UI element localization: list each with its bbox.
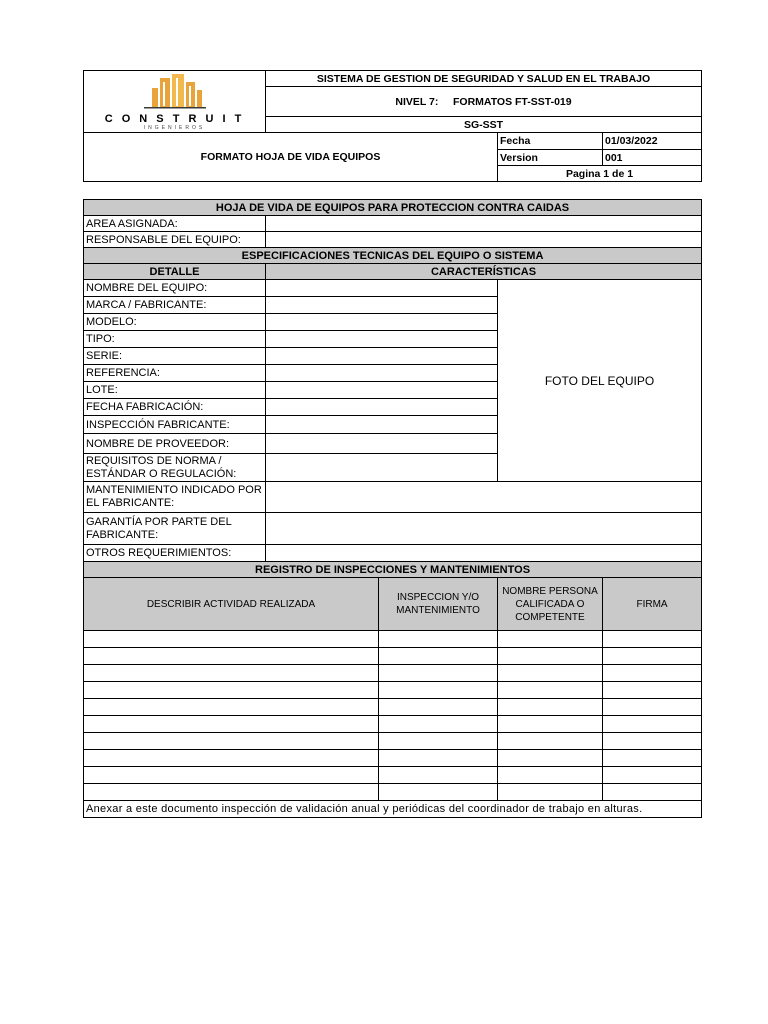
inspeccion-cell[interactable]: [379, 733, 498, 750]
spec-field[interactable]: [266, 382, 498, 399]
table-row: [84, 648, 702, 665]
persona-cell[interactable]: [498, 699, 603, 716]
spec-label: MODELO:: [84, 314, 266, 331]
inspeccion-cell[interactable]: [379, 631, 498, 648]
level-label: NIVEL 7:: [395, 95, 439, 108]
spec-field[interactable]: [266, 416, 498, 434]
firma-cell[interactable]: [603, 784, 702, 801]
firma-cell[interactable]: [603, 767, 702, 784]
inspeccion-cell[interactable]: [379, 682, 498, 699]
logo-name: C O N S T R U I T: [104, 113, 245, 125]
equipment-form-table: [83, 199, 702, 818]
spec-field[interactable]: [266, 365, 498, 382]
table-row: [84, 665, 702, 682]
spec-field[interactable]: [266, 454, 498, 482]
firma-cell[interactable]: [603, 699, 702, 716]
actividad-cell[interactable]: [84, 699, 379, 716]
spec-label: INSPECCIÓN FABRICANTE:: [84, 416, 266, 434]
persona-cell[interactable]: [498, 767, 603, 784]
table-row: [84, 750, 702, 767]
version-value: 001: [603, 150, 702, 166]
col-caracteristicas: CARACTERÍSTICAS: [266, 264, 702, 280]
system-title: SISTEMA DE GESTION DE SEGURIDAD Y SALUD EN EL TRABAJO: [266, 71, 702, 87]
firma-cell[interactable]: [603, 716, 702, 733]
document-sheet: [83, 70, 701, 818]
fecha-label: Fecha: [498, 133, 603, 150]
spec-label: REQUISITOS DE NORMA / ESTÁNDAR O REGULACIÓN:: [84, 454, 266, 482]
spec-field[interactable]: [266, 331, 498, 348]
table-row: [84, 631, 702, 648]
spec-label: TIPO:: [84, 331, 266, 348]
actividad-cell[interactable]: [84, 750, 379, 767]
col-inspeccion: INSPECCION Y/O MANTENIMIENTO: [379, 578, 498, 631]
inspeccion-cell[interactable]: [379, 784, 498, 801]
actividad-cell[interactable]: [84, 682, 379, 699]
firma-cell[interactable]: [603, 648, 702, 665]
col-firma: FIRMA: [603, 578, 702, 631]
inspeccion-cell[interactable]: [379, 750, 498, 767]
spec-label: LOTE:: [84, 382, 266, 399]
persona-cell[interactable]: [498, 784, 603, 801]
section1-title: HOJA DE VIDA DE EQUIPOS PARA PROTECCION CONTRA CAIDAS: [84, 200, 702, 216]
col-persona: NOMBRE PERSONA CALIFICADA O COMPETENTE: [498, 578, 603, 631]
table-row: [84, 784, 702, 801]
spec-field[interactable]: [266, 280, 498, 297]
actividad-cell[interactable]: [84, 665, 379, 682]
spec-label: NOMBRE DEL EQUIPO:: [84, 280, 266, 297]
spec-label-wide: MANTENIMIENTO INDICADO POR EL FABRICANTE:: [84, 482, 266, 513]
actividad-cell[interactable]: [84, 648, 379, 665]
spec-label-wide: GARANTÍA POR PARTE DEL FABRICANTE:: [84, 513, 266, 545]
persona-cell[interactable]: [498, 750, 603, 767]
area-field[interactable]: [266, 216, 702, 232]
table-row: [84, 699, 702, 716]
persona-cell[interactable]: [498, 648, 603, 665]
spec-label: FECHA FABRICACIÓN:: [84, 399, 266, 416]
responsable-field[interactable]: [266, 232, 702, 248]
col-actividad: DESCRIBIR ACTIVIDAD REALIZADA: [84, 578, 379, 631]
persona-cell[interactable]: [498, 665, 603, 682]
equipment-photo-box: FOTO DEL EQUIPO: [498, 280, 702, 482]
firma-cell[interactable]: [603, 631, 702, 648]
building-logo-icon: [130, 72, 220, 110]
header-table: [83, 70, 702, 182]
company-logo: [84, 71, 266, 133]
spec-field[interactable]: [266, 314, 498, 331]
spec-field[interactable]: [266, 399, 498, 416]
logo-subtitle: INGENIEROS: [143, 125, 206, 131]
fecha-value: 01/03/2022: [603, 133, 702, 150]
area-label: AREA ASIGNADA:: [84, 216, 266, 232]
spec-field-wide[interactable]: [266, 482, 702, 513]
inspeccion-cell[interactable]: [379, 648, 498, 665]
actividad-cell[interactable]: [84, 733, 379, 750]
level-format-cell: [266, 87, 702, 117]
sgsst-label: SG-SST: [266, 117, 702, 133]
firma-cell[interactable]: [603, 733, 702, 750]
table-row: [84, 716, 702, 733]
actividad-cell[interactable]: [84, 767, 379, 784]
spec-label: SERIE:: [84, 348, 266, 365]
spec-field-wide[interactable]: [266, 513, 702, 545]
firma-cell[interactable]: [603, 682, 702, 699]
persona-cell[interactable]: [498, 631, 603, 648]
firma-cell[interactable]: [603, 750, 702, 767]
inspeccion-cell[interactable]: [379, 665, 498, 682]
table-row: [84, 767, 702, 784]
col-detalle: DETALLE: [84, 264, 266, 280]
section2-title: ESPECIFICACIONES TECNICAS DEL EQUIPO O SISTEMA: [84, 248, 702, 264]
section3-title: REGISTRO DE INSPECCIONES Y MANTENIMIENTOS: [84, 562, 702, 578]
spec-field-wide[interactable]: [266, 545, 702, 562]
spec-label: NOMBRE DE PROVEEDOR:: [84, 434, 266, 454]
inspeccion-cell[interactable]: [379, 767, 498, 784]
format-title: FORMATO HOJA DE VIDA EQUIPOS: [84, 133, 498, 182]
spec-field[interactable]: [266, 297, 498, 314]
inspeccion-cell[interactable]: [379, 716, 498, 733]
persona-cell[interactable]: [498, 682, 603, 699]
formats-label: FORMATOS FT-SST-019: [452, 95, 572, 108]
version-label: Version: [498, 150, 603, 166]
responsable-label: RESPONSABLE DEL EQUIPO:: [84, 232, 266, 248]
actividad-cell[interactable]: [84, 631, 379, 648]
persona-cell[interactable]: [498, 733, 603, 750]
spec-field[interactable]: [266, 348, 498, 365]
spec-label: REFERENCIA:: [84, 365, 266, 382]
table-row: [84, 733, 702, 750]
inspeccion-cell[interactable]: [379, 699, 498, 716]
actividad-cell[interactable]: [84, 716, 379, 733]
firma-cell[interactable]: [603, 665, 702, 682]
spec-label-wide: OTROS REQUERIMIENTOS:: [84, 545, 266, 562]
spec-field[interactable]: [266, 434, 498, 454]
page-number: Pagina 1 de 1: [498, 166, 702, 182]
persona-cell[interactable]: [498, 716, 603, 733]
actividad-cell[interactable]: [84, 784, 379, 801]
spec-label: MARCA / FABRICANTE:: [84, 297, 266, 314]
footer-note: Anexar a este documento inspección de validación anual y periódicas del coordinador de trabajo en alturas.: [84, 801, 702, 818]
table-row: [84, 682, 702, 699]
